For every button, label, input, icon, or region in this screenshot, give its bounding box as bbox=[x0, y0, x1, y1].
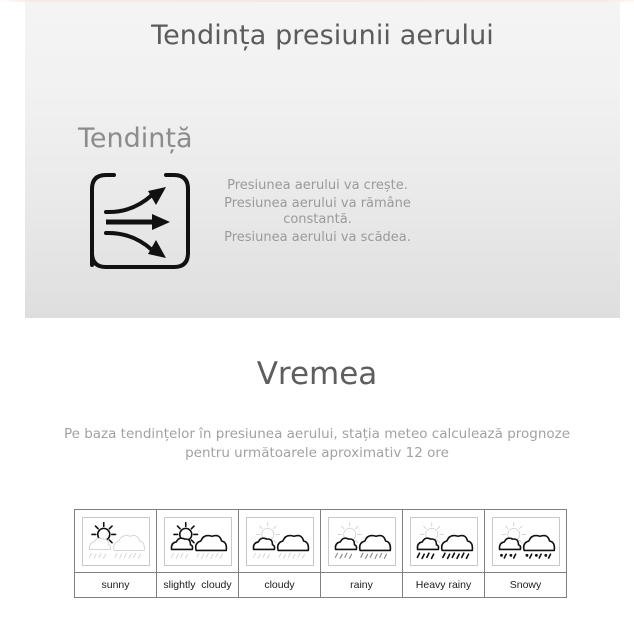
trend-description-steady: Presiunea aerului va rămâne constantă. bbox=[224, 195, 411, 227]
weather-icon-cell bbox=[239, 510, 321, 573]
weather-label-cell: rainy bbox=[321, 573, 403, 598]
weather-icon-cell bbox=[485, 510, 567, 573]
weather-heavy-rain-icon bbox=[410, 517, 478, 566]
weather-icon-row bbox=[75, 510, 567, 573]
weather-icon-cell bbox=[321, 510, 403, 573]
trend-description-rising: Presiunea aerului va crește. bbox=[227, 178, 408, 193]
trend-heading: Tendință bbox=[78, 123, 193, 154]
weather-label-cell: Heavy rainy bbox=[403, 573, 485, 598]
weather-icon-cell bbox=[157, 510, 239, 573]
weather-cloudy-icon bbox=[246, 517, 314, 566]
weather-conditions-table bbox=[74, 509, 567, 598]
weather-rainy-icon bbox=[328, 517, 396, 566]
weather-snowy-icon bbox=[492, 517, 560, 566]
trend-description-list bbox=[205, 178, 430, 247]
weather-label-cell: cloudy bbox=[239, 573, 321, 598]
weather-label-cell: Snowy bbox=[485, 573, 567, 598]
weather-label-cell: sunny bbox=[75, 573, 157, 598]
weather-section-title: Vremea bbox=[256, 356, 378, 392]
weather-sunny-icon bbox=[82, 517, 150, 566]
trend-description-falling: Presiunea aerului va scădea. bbox=[224, 229, 411, 245]
weather-section-subtitle: Pe baza tendințelor în presiunea aerului, stația meteo calculează prognoze pentru următoarele aproximativ 12 ore bbox=[63, 426, 571, 461]
weather-partly-cloudy-icon bbox=[164, 517, 232, 566]
weather-label-row bbox=[75, 573, 567, 598]
pressure-trend-arrows-icon bbox=[84, 167, 202, 275]
weather-icon-cell bbox=[75, 510, 157, 573]
pressure-trend-panel bbox=[25, 2, 620, 318]
weather-label-cell: slightly cloudy bbox=[157, 573, 239, 598]
weather-icon-cell bbox=[403, 510, 485, 573]
page-title: Tendința presiunii aerului bbox=[151, 20, 494, 51]
